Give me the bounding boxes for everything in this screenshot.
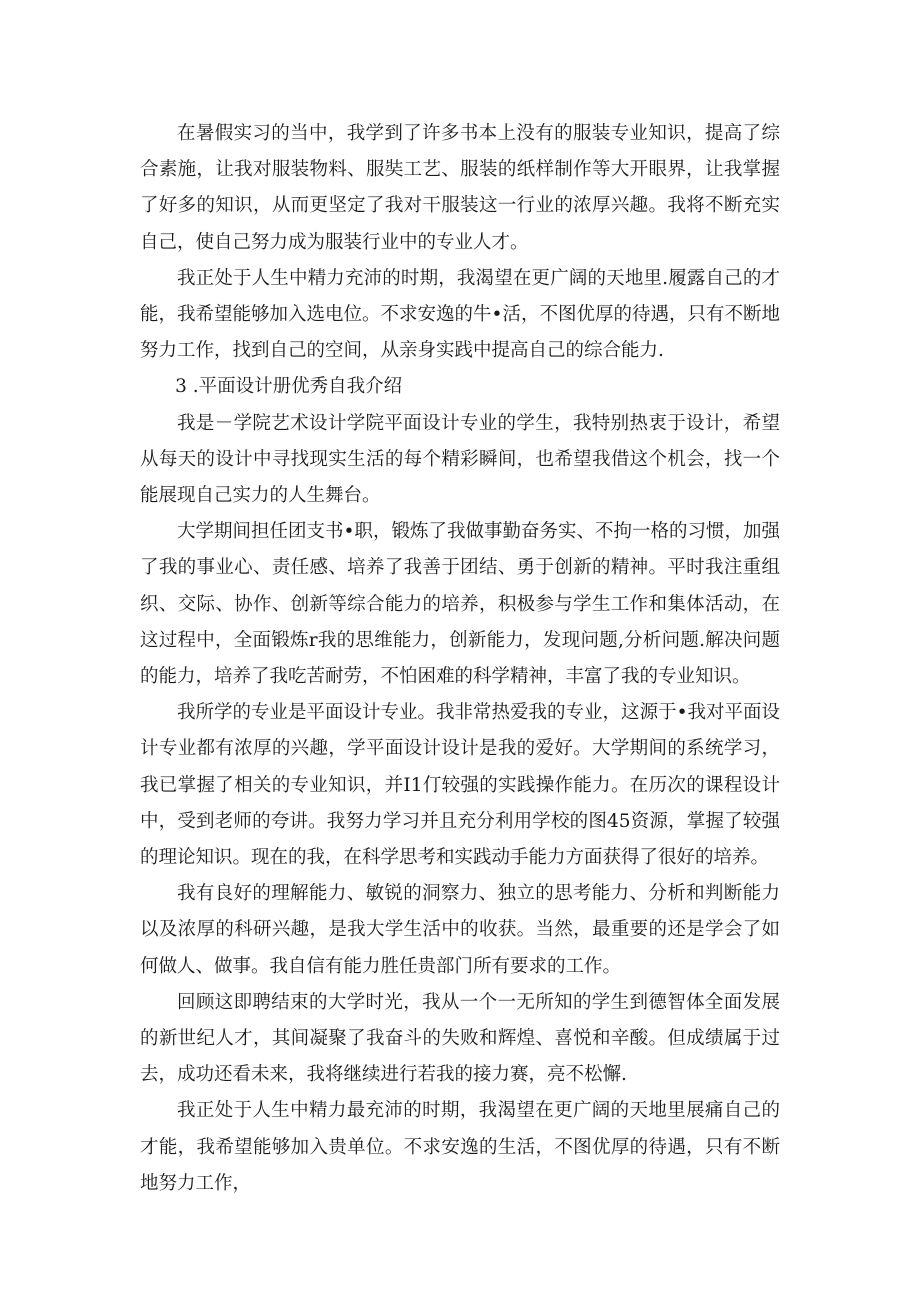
paragraph-abilities: 我有良好的理解能力、敏锐的洞察力、独立的思考能力、分析和判断能力以及浓厚的科研兴趣，是我大学生活中的收获。当然，最重要的还是学会了如何做人、做事。我自信有能力胜任贵部门所有要求的工作。 xyxy=(140,883,780,977)
paragraph-career-aspiration: 我正处于人生中精力充沛的时期，我渴望在更广阔的天地里.履露自己的才能，我希望能够加入选电位。不求安逸的牛•活，不图优厚的待遇，只有不断地努力工作，找到自己的空间，从亲身实践中提高自己的综合能力. xyxy=(140,267,780,362)
paragraph-closing: 我正处于人生中精力最充沛的时期，我渴望在更广阔的天地里展痛自己的才能，我希望能够加入贵单位。不求安逸的生活，不图优厚的待遇，只有不断地努力工作， xyxy=(140,1100,780,1194)
paragraph-university-role: 大学期间担任团支书•职，锻炼了我做事勤奋务实、不拘一格的习惯，加强了我的事业心、责任感、培养了我善于团结、勇于创新的精神。平时我注重组织、交际、协作、创新等综合能力的培养，积极参与学生工作和集体活动，在这过程中，全面锻炼r我的思维能力，创新能力，发现问题,分析问题.解决问题的能力，培养了我吃苦耐劳，不怕困难的科学精神，丰富了我的专业知识。 xyxy=(140,521,780,688)
paragraph-reflection: 回顾这即聘结束的大学时光，我从一个一无所知的学生到德智体全面发展的新世纪人才，其间凝聚了我奋斗的失败和辉煌、喜悦和辛酸。但成绩属于过去，成功还看未来，我将继续进行若我的接力赛，亮不松懈. xyxy=(140,991,780,1086)
document-body xyxy=(140,116,780,1202)
paragraph-major: 我所学的专业是平面设计专业。我非常热爱我的专业，这源于•我对平面设计专业都有浓厚的兴趣，学平面设计设计是我的爱好。大学期间的系统学习，我已掌握了相关的专业知识，并I1仃较强的实践操作能力。在历次的课程设计中，受到老师的夸讲。我努力学习并且充分利用学校的图45资源，掌握了较强的理论知识。现在的我，在科学思考和实践动手能力方面获得了很好的培养。 xyxy=(140,702,780,869)
paragraph-internship-summary: 在暑假实习的当中，我学到了许多书本上没有的服装专业知识，提高了综合素施，让我对服装物料、服奘工艺、服装的纸样制作等大开眼界，让我掌握了好多的知识，从而更坚定了我对干服装这一行业的浓厚兴趣。我将不断充实自己，使自己努力成为服装行业中的专业人才。 xyxy=(140,123,780,253)
section-heading: 3 .平面设计册优秀自我介绍 xyxy=(175,376,403,398)
paragraph-self-introduction: 我是－学院艺术设计学院平面设计专业的学生，我特别热衷于设计，希望从每天的设计中寻找现实生活的每个精彩瞬间，也希望我借这个机会，找一个能展现自己实力的人生舞台。 xyxy=(140,412,780,507)
